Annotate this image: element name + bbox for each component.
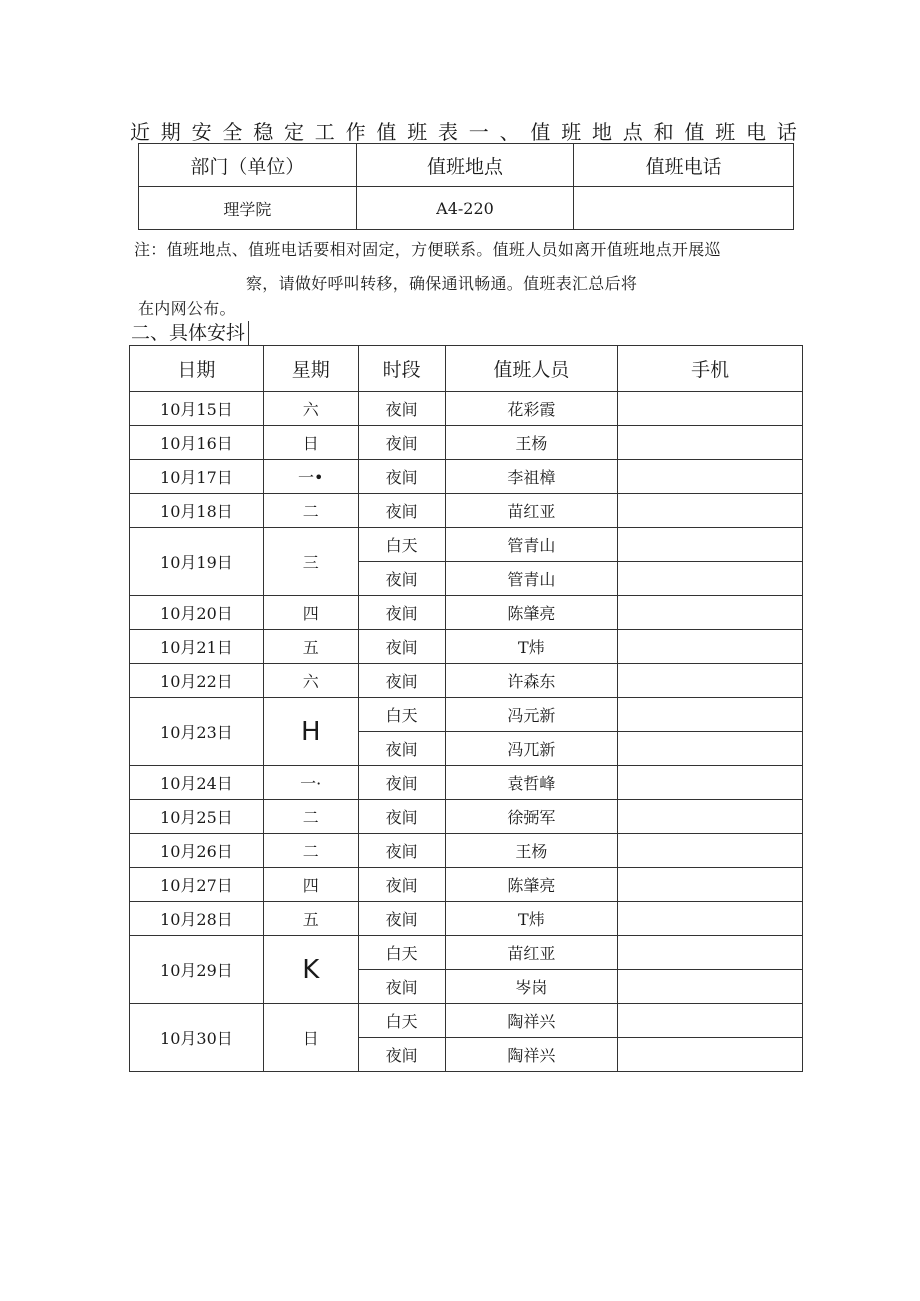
- duty-mobile: [618, 800, 803, 834]
- table-row: [130, 494, 803, 528]
- duty-mobile: [618, 766, 803, 800]
- section-2-heading: 二、具体安抖: [131, 321, 249, 345]
- header-department: 部门（单位）: [139, 144, 357, 187]
- duty-period: 夜间: [358, 596, 445, 630]
- duty-period: 夜间: [358, 970, 445, 1004]
- table-row: [130, 392, 803, 426]
- duty-mobile: [618, 392, 803, 426]
- duty-person: 陈肇亮: [445, 596, 618, 630]
- duty-period: 夜间: [358, 664, 445, 698]
- duty-mobile: [618, 970, 803, 1004]
- table-row: [130, 426, 803, 460]
- duty-mobile: [618, 902, 803, 936]
- duty-mobile: [618, 868, 803, 902]
- duty-period: 白天: [358, 698, 445, 732]
- duty-schedule-table: [129, 345, 803, 1072]
- duty-mobile: [618, 596, 803, 630]
- duty-date: 10月27日: [130, 868, 264, 902]
- duty-mobile: [618, 698, 803, 732]
- duty-date: 10月30日: [130, 1004, 264, 1072]
- duty-weekday: 一·: [263, 766, 358, 800]
- duty-person: 岑岗: [445, 970, 618, 1004]
- duty-person: 王杨: [445, 834, 618, 868]
- page-title: 近期安全稳定工作值班表一、值班地点和值班电话: [130, 120, 808, 144]
- duty-weekday: 四: [263, 868, 358, 902]
- duty-weekday: 六: [263, 392, 358, 426]
- duty-date: 10月16日: [130, 426, 264, 460]
- duty-period: 白天: [358, 528, 445, 562]
- duty-date: 10月20日: [130, 596, 264, 630]
- duty-person: 冯元新: [445, 698, 618, 732]
- table-row: [130, 664, 803, 698]
- table-row: [130, 630, 803, 664]
- duty-date: 10月29日: [130, 936, 264, 1004]
- duty-period: 夜间: [358, 800, 445, 834]
- duty-date: 10月23日: [130, 698, 264, 766]
- note-line-1: 注：值班地点、值班电话要相对固定，方便联系。值班人员如离开值班地点开展巡: [134, 240, 721, 259]
- header-period: 时段: [358, 346, 445, 392]
- duty-person: 李祖樟: [445, 460, 618, 494]
- table-row: [130, 1004, 803, 1038]
- duty-person: 徐弼军: [445, 800, 618, 834]
- table-row: [130, 528, 803, 562]
- duty-weekday: 日: [263, 426, 358, 460]
- duty-date: 10月22日: [130, 664, 264, 698]
- duty-person: 陶祥兴: [445, 1004, 618, 1038]
- header-date: 日期: [130, 346, 264, 392]
- table-row: [130, 698, 803, 732]
- duty-weekday: 五: [263, 902, 358, 936]
- header-person: 值班人员: [445, 346, 618, 392]
- duty-period: 夜间: [358, 1038, 445, 1072]
- duty-weekday: 二: [263, 800, 358, 834]
- duty-phone-value: [574, 187, 794, 230]
- duty-period: 夜间: [358, 834, 445, 868]
- duty-person: 管青山: [445, 528, 618, 562]
- header-duty-phone: 值班电话: [574, 144, 794, 187]
- duty-date: 10月15日: [130, 392, 264, 426]
- duty-mobile: [618, 834, 803, 868]
- duty-mobile: [618, 1038, 803, 1072]
- duty-person: 陈肇亮: [445, 868, 618, 902]
- duty-weekday: 三: [263, 528, 358, 596]
- duty-mobile: [618, 732, 803, 766]
- duty-period: 夜间: [358, 494, 445, 528]
- duty-mobile: [618, 460, 803, 494]
- table-row: [130, 460, 803, 494]
- duty-weekday: K: [263, 936, 358, 1004]
- table-row: [130, 868, 803, 902]
- header-duty-location: 值班地点: [356, 144, 574, 187]
- department-value: 理学院: [139, 187, 357, 230]
- duty-weekday: 一•: [263, 460, 358, 494]
- duty-mobile: [618, 664, 803, 698]
- duty-person: T炜: [445, 630, 618, 664]
- duty-date: 10月25日: [130, 800, 264, 834]
- duty-date: 10月26日: [130, 834, 264, 868]
- duty-period: 白天: [358, 1004, 445, 1038]
- duty-person: 袁哲峰: [445, 766, 618, 800]
- duty-weekday: 日: [263, 1004, 358, 1072]
- duty-weekday: 四: [263, 596, 358, 630]
- duty-mobile: [618, 426, 803, 460]
- duty-weekday: 六: [263, 664, 358, 698]
- duty-person: 陶祥兴: [445, 1038, 618, 1072]
- duty-period: 夜间: [358, 460, 445, 494]
- duty-date: 10月28日: [130, 902, 264, 936]
- duty-mobile: [618, 562, 803, 596]
- table-row: [130, 834, 803, 868]
- duty-location-value: A4-220: [356, 187, 574, 230]
- duty-mobile: [618, 1004, 803, 1038]
- duty-period: 夜间: [358, 562, 445, 596]
- duty-person: T炜: [445, 902, 618, 936]
- duty-period: 夜间: [358, 630, 445, 664]
- header-weekday: 星期: [263, 346, 358, 392]
- duty-period: 夜间: [358, 426, 445, 460]
- table-row: [130, 800, 803, 834]
- duty-mobile: [618, 630, 803, 664]
- table-row: [130, 902, 803, 936]
- duty-period: 夜间: [358, 392, 445, 426]
- duty-person: 管青山: [445, 562, 618, 596]
- duty-person: 冯兀新: [445, 732, 618, 766]
- duty-period: 白天: [358, 936, 445, 970]
- duty-period: 夜间: [358, 868, 445, 902]
- duty-person: 花彩霞: [445, 392, 618, 426]
- duty-date: 10月18日: [130, 494, 264, 528]
- note-line-3: 在内网公布。: [138, 299, 236, 318]
- duty-weekday: 五: [263, 630, 358, 664]
- duty-date: 10月24日: [130, 766, 264, 800]
- duty-date: 10月19日: [130, 528, 264, 596]
- duty-person: 许森东: [445, 664, 618, 698]
- duty-mobile: [618, 528, 803, 562]
- duty-period: 夜间: [358, 732, 445, 766]
- header-mobile: 手机: [618, 346, 803, 392]
- duty-person: 王杨: [445, 426, 618, 460]
- note-line-2: 察，请做好呼叫转移，确保通讯畅通。值班表汇总后将: [246, 274, 638, 293]
- duty-date: 10月21日: [130, 630, 264, 664]
- duty-header-row: [130, 346, 803, 392]
- table-row: [130, 596, 803, 630]
- duty-period: 夜间: [358, 902, 445, 936]
- duty-weekday: H: [263, 698, 358, 766]
- duty-period: 夜间: [358, 766, 445, 800]
- duty-weekday: 二: [263, 834, 358, 868]
- table-row: [130, 936, 803, 970]
- duty-mobile: [618, 494, 803, 528]
- duty-weekday: 二: [263, 494, 358, 528]
- location-data-row: [139, 187, 794, 230]
- table-row: [130, 766, 803, 800]
- duty-date: 10月17日: [130, 460, 264, 494]
- duty-location-table: [138, 143, 794, 230]
- location-header-row: [139, 144, 794, 187]
- duty-person: 苗红亚: [445, 494, 618, 528]
- duty-person: 苗红亚: [445, 936, 618, 970]
- duty-mobile: [618, 936, 803, 970]
